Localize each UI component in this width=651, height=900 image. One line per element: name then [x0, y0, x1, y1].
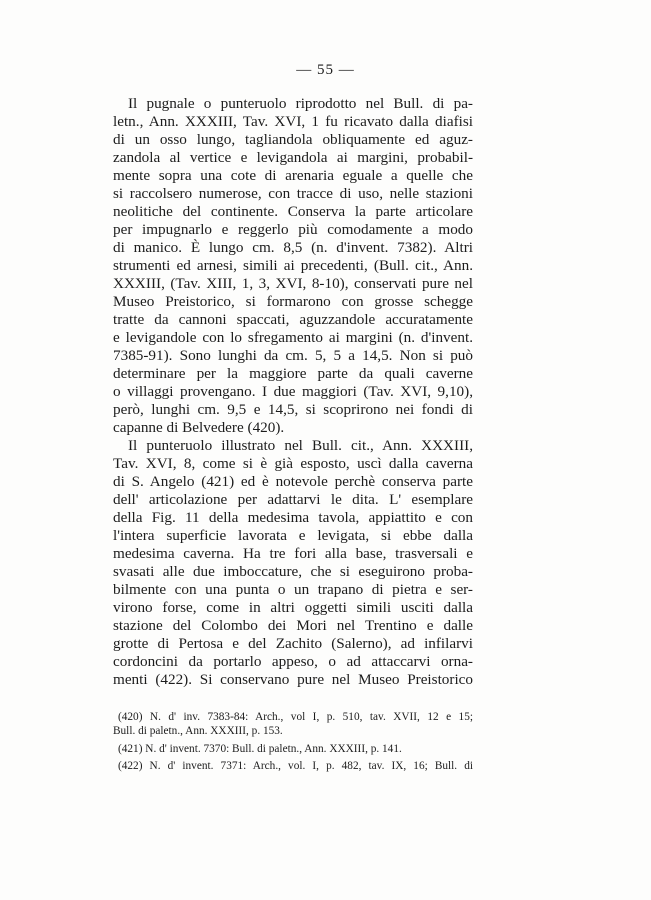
- text-line: dell' articolazione per adattarvi le dita. L' esemplare: [113, 491, 473, 508]
- text-line: 7385-91). Sono lunghi da cm. 5, 5 a 14,5. Non si può: [113, 347, 473, 364]
- text-line: di manico. È lungo cm. 8,5 (n. d'invent. 7382). Altri: [113, 239, 473, 256]
- text-line: virono forse, come in altri oggetti simili usciti dalla: [113, 599, 473, 616]
- footnote-line: (421) N. d' invent. 7370: Bull. di paletn., Ann. XXXIII, p. 141.: [118, 743, 402, 755]
- text-line: l'intera superficie lavorata e levigata, si ebbe dalla: [113, 527, 473, 544]
- text-line: però, lunghi cm. 9,5 e 14,5, si scoprirono nei fondi di: [113, 401, 473, 418]
- text-line: menti (422). Si conservano pure nel Museo Preistorico: [113, 671, 473, 688]
- text-line: XXXIII, (Tav. XIII, 1, 3, XVI, 8-10), conservati pure nel: [113, 275, 473, 292]
- text-line: Il punteruolo illustrato nel Bull. cit., Ann. XXXIII,: [128, 437, 473, 454]
- text-line: mente sopra una cote di arenaria eguale a quelle che: [113, 167, 473, 184]
- text-line: tratte da cannoni spaccati, aguzzandole accuratamente: [113, 311, 473, 328]
- text-line: Museo Preistorico, si formarono con grosse schegge: [113, 293, 473, 310]
- text-line: medesima caverna. Ha tre fori alla base, trasversali e: [113, 545, 473, 562]
- page-number: — 55 —: [296, 62, 355, 78]
- text-line: per impugnarlo e reggerlo più comodamente a modo: [113, 221, 473, 238]
- footnote-line: Bull. di paletn., Ann. XXXIII, p. 153.: [113, 725, 283, 737]
- text-line: o villaggi provengano. I due maggiori (Tav. XVI, 9,10),: [113, 383, 473, 400]
- text-line: capanne di Belvedere (420).: [113, 419, 285, 436]
- text-line: Il pugnale o punteruolo riprodotto nel Bull. di pa-: [128, 95, 473, 112]
- text-line: di S. Angelo (421) ed è notevole perchè conserva parte: [113, 473, 473, 490]
- text-line: di un osso lungo, tagliandola obliquamente ed aguz-: [113, 131, 473, 148]
- text-line: svasati alle due imboccature, che si eseguirono proba-: [113, 563, 473, 580]
- text-line: e levigandole con lo sfregamento ai margini (n. d'invent.: [113, 329, 473, 346]
- footnote-line: (420) N. d' inv. 7383-84: Arch., vol I, p. 510, tav. XVII, 12 e 15;: [118, 711, 473, 723]
- text-line: bilmente con una punta o un trapano di pietra e ser-: [113, 581, 473, 598]
- text-line: strumenti ed arnesi, simili ai precedenti, (Bull. cit., Ann.: [113, 257, 473, 274]
- text-line: letn., Ann. XXXIII, Tav. XVI, 1 fu ricavato dalla diafisi: [113, 113, 473, 130]
- text-line: cordoncini da portarlo appeso, o ad attaccarvi orna-: [113, 653, 473, 670]
- text-line: zandola al vertice e levigandola ai margini, probabil-: [113, 149, 473, 166]
- text-line: della Fig. 11 della medesima tavola, appiattito e con: [113, 509, 473, 526]
- text-line: neolitiche del continente. Conserva la parte articolare: [113, 203, 473, 220]
- text-line: stazione del Colombo dei Mori nel Trentino e dalle: [113, 617, 473, 634]
- text-line: Tav. XVI, 8, come si è già esposto, uscì dalla caverna: [113, 455, 473, 472]
- text-line: determinare per la maggiore parte da quali caverne: [113, 365, 473, 382]
- text-line: si raccolsero numerose, con tracce di uso, nelle stazioni: [113, 185, 473, 202]
- text-line: grotte di Pertosa e del Zachito (Salerno), ad infilarvi: [113, 635, 473, 652]
- footnote-line: (422) N. d' invent. 7371: Arch., vol. I, p. 482, tav. IX, 16; Bull. di: [118, 760, 473, 772]
